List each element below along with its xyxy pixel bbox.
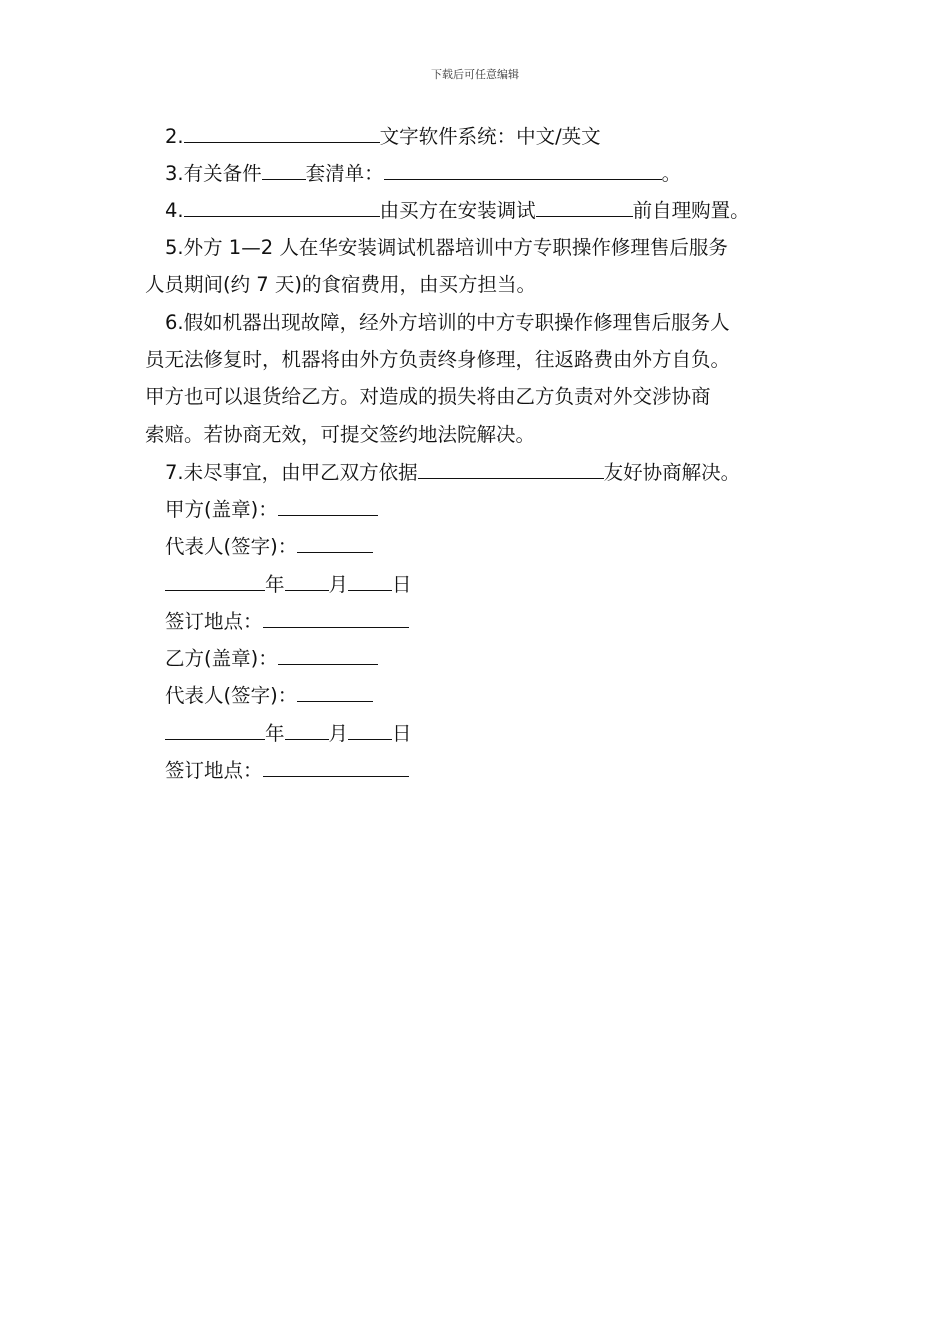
- clause-2-text: 文字软件系统：中文/英文: [379, 125, 601, 148]
- party-a-representative: [145, 533, 855, 560]
- party-a-seal-label: 甲方(盖章)：: [165, 498, 278, 521]
- clause-7-text-a: 7.未尽事宜，由甲乙双方依据: [165, 461, 418, 484]
- party-a-rep-label: 代表人(签字)：: [165, 535, 298, 558]
- blank-field: [278, 496, 378, 516]
- blank-field: [262, 160, 306, 180]
- blank-field: [165, 571, 265, 591]
- blank-field: [384, 160, 662, 180]
- clause-7: [145, 459, 855, 486]
- clause-2: [145, 123, 855, 150]
- clause-4-text-a: 由买方在安装调试: [379, 199, 536, 222]
- clause-3: [145, 160, 855, 187]
- clause-6-line-4: 索赔。若协商无效，可提交签约地法院解决。: [145, 423, 536, 446]
- blank-field: [165, 720, 265, 740]
- party-b-seal: [145, 645, 855, 672]
- party-b-place: [145, 757, 855, 784]
- blank-field: [285, 720, 329, 740]
- blank-field: [297, 533, 373, 553]
- party-b-place-label: 签订地点：: [165, 759, 263, 782]
- party-b-representative: [145, 682, 855, 709]
- clause-6-line-1: 6.假如机器出现故障，经外方培训的中方专职操作修理售后服务人: [165, 311, 730, 334]
- blank-field: [348, 720, 392, 740]
- clause-6-line-3: 甲方也可以退货给乙方。对造成的损失将由乙方负责对外交涉协商: [145, 385, 711, 408]
- clause-4-text-b: 前自理购置。: [632, 199, 750, 222]
- blank-field: [418, 459, 604, 479]
- year-label: 年: [265, 573, 285, 596]
- party-b-date: [145, 720, 855, 747]
- blank-field: [536, 197, 633, 217]
- clause-2-number: 2.: [165, 125, 184, 148]
- party-a-seal: [145, 496, 855, 523]
- blank-field: [285, 571, 329, 591]
- page-header: 下载后可任意编辑: [431, 68, 519, 81]
- month-label: 月: [328, 722, 349, 745]
- clause-4-number: 4.: [165, 199, 184, 222]
- blank-field: [348, 571, 392, 591]
- blank-field: [263, 757, 409, 777]
- day-label: 日: [392, 573, 412, 596]
- blank-field: [278, 645, 378, 665]
- party-b-seal-label: 乙方(盖章)：: [165, 647, 278, 670]
- party-b-rep-label: 代表人(签字)：: [165, 684, 298, 707]
- blank-field: [184, 197, 380, 217]
- clause-5-line-2: 人员期间(约 7 天)的食宿费用，由买方担当。: [145, 273, 537, 296]
- clause-4: [145, 197, 855, 224]
- clause-6-line-2: 员无法修复时，机器将由外方负责终身修理，往返路费由外方自负。: [145, 348, 731, 371]
- year-label: 年: [265, 722, 285, 745]
- party-a-date: [145, 571, 855, 598]
- blank-field: [263, 608, 409, 628]
- clause-3-text-b: 套清单：: [305, 162, 384, 185]
- blank-field: [184, 123, 380, 143]
- clause-7-text-b: 友好协商解决。: [603, 461, 741, 484]
- party-a-place: [145, 608, 855, 635]
- clause-5-line-1: 5.外方 1—2 人在华安装调试机器培训中方专职操作修理售后服务: [165, 236, 728, 259]
- clause-3-text-a: 3.有关备件: [165, 162, 262, 185]
- party-a-place-label: 签订地点：: [165, 610, 263, 633]
- blank-field: [297, 682, 373, 702]
- month-label: 月: [328, 573, 349, 596]
- clause-3-text-c: 。: [661, 162, 682, 185]
- day-label: 日: [392, 722, 412, 745]
